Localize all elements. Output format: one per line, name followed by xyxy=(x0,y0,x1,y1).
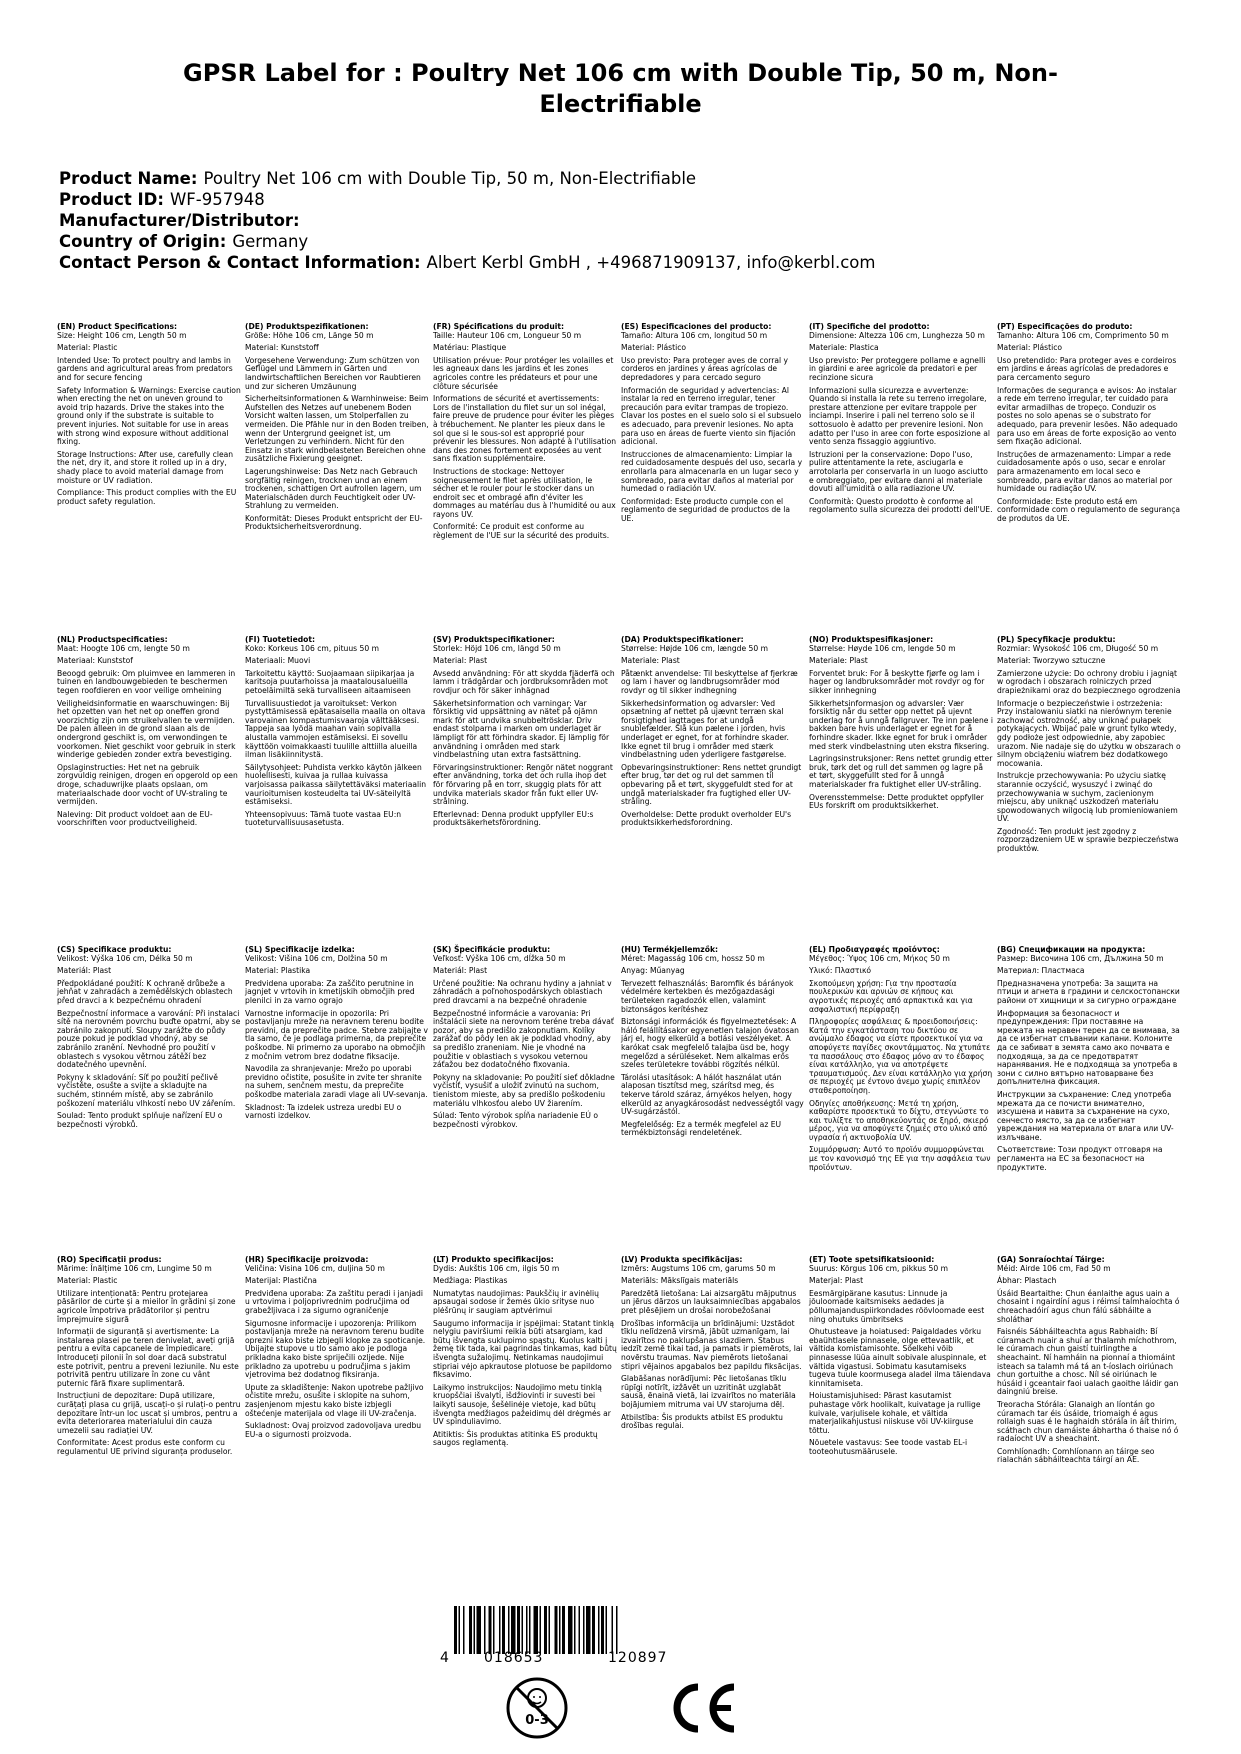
barcode-bar xyxy=(598,1606,600,1654)
language-section xyxy=(809,636,993,815)
section-paragraph: Biztonsági információk és figyelmeztetések: A háló felállításakor egyenetlen talajon óvatosan járj el, hogy elkerüld a botlási veszélyeket. A karókat csak megfelelő talajba üsd be, hogy megelőzd a sérüléseket. Nem alkalmas erős szeles területekre további rögzítés nélkül. xyxy=(621,1017,799,1070)
section-paragraph: Lagringsinstruksjoner: Rens nettet grundig etter bruk, tørk det og rull det sammen og lagre på et tørt, skyggefullt sted for å unngå materialskader fra fuktighet eller UV-stråling. xyxy=(809,754,993,789)
section-paragraph: Material: Plastika xyxy=(245,966,311,976)
section-paragraph: Konformität: Dieses Produkt entspricht der EU-Produktsicherheitsverordnung. xyxy=(245,513,423,532)
language-section xyxy=(997,636,1181,858)
section-paragraph: Tamanho: Altura 106 cm, Comprimento 50 m xyxy=(997,330,1169,340)
section-paragraph: Intended Use: To protect poultry and lambs in gardens and agricultural areas from predators and for secure fencing xyxy=(57,355,233,382)
country-row xyxy=(59,231,875,252)
product-info xyxy=(59,168,875,273)
section-paragraph: Eesmärgipärane kasutus: Linnude ja jõuloomade kaitsmiseks aedades ja põllumajanduspiirkondades röövloomade eest ning ohutuks ümbritseks xyxy=(809,1288,985,1324)
barcode-bar xyxy=(477,1606,482,1654)
section-paragraph: Zgodność: Ten produkt jest zgodny z rozporządzeniem UE w sprawie bezpieczeństwa produktów. xyxy=(997,826,1179,854)
section-paragraph: Atitiktis: Šis produktas atitinka ES produktų saugos reglamentą. xyxy=(433,1429,598,1448)
barcode-bar xyxy=(612,1606,614,1654)
section-paragraph: Μέγεθος: Ύψος 106 cm, Μήκος 50 m xyxy=(809,953,950,963)
section-paragraph: Pokyny k skladování: Síť po použití pečlivě vyčistěte, osušte a svijte a skladujte na suchém, stinném místě, aby se zabránilo poškození materiálu vlhkostí nebo UV zářením. xyxy=(57,1072,236,1108)
section-paragraph: Méid: Airde 106 cm, Fad 50 m xyxy=(997,1263,1111,1273)
section-paragraph: Dydis: Aukštis 106 cm, ilgis 50 m xyxy=(433,1263,560,1273)
section-heading: (PT) Especificações do produto: xyxy=(997,322,1133,331)
section-paragraph: Nõuetele vastavus: See toode vastab EL-i tooteohutusmäärusele. xyxy=(809,1438,968,1456)
barcode-bar xyxy=(579,1606,581,1654)
section-paragraph: Materiale: Plast xyxy=(621,656,680,666)
section-paragraph: Size: Height 106 cm, Length 50 m xyxy=(57,330,187,340)
section-paragraph: Größe: Höhe 106 cm, Länge 50 m xyxy=(245,330,374,340)
section-paragraph: Sigurnosne informacije i upozorenja: Prilikom postavljanja mreže na neravnom terenu budite oprezni kako biste izbjegli klopke za spoticanje. Ubijajte stupove u tlo samo ako je podloga prikladna kako biste spriječili ozljede. Nije prikladno za upotrebu u područjima s jakim vjetrovima bez dodatnog fiksiranja. xyxy=(245,1318,426,1380)
section-heading: (HR) Specifikacije proizvoda: xyxy=(245,1255,369,1264)
section-paragraph: Overensstemmelse: Dette produktet oppfyller EUs forskrift om produktsikkerhet. xyxy=(809,792,984,811)
section-paragraph: Maat: Hoogte 106 cm, lengte 50 m xyxy=(57,643,190,653)
section-heading: (HU) Termékjellemzők: xyxy=(621,945,719,954)
product-name-label: Product Name: xyxy=(59,169,198,188)
section-paragraph: Πληροφορίες ασφάλειας & προειδοποιήσεις: Κατά την εγκατάσταση του δικτύου σε ανώμαλο έδαφος να είστε προσεκτικοί για να αποφύγετε παγίδες σκοντάμματος. Να χτυπάτε τα πασσάλους στο έδαφος μόνο αν το έδαφος είναι κατάλληλο, για να αποτρέψετε τραυματισμούς. Δεν είναι κατάλληλο για χρήση σε περιοχές με έντονο άνεμο χωρίς επιπλέον σταθεροποίηση. xyxy=(809,1017,993,1095)
section-paragraph: Opbevaringsinstruktioner: Rens nettet grundigt efter brug, tør det og rul det sammen til opbevaring på et tørt, skyggefuldt sted for at undgå materialskader fra fugtighed eller UV-stråling. xyxy=(621,762,802,807)
section-paragraph: Uso previsto: Para proteger aves de corral y corderos en jardines y áreas agrícolas de depredadores y para cercado seguro xyxy=(621,355,789,382)
section-paragraph: Instructions de stockage: Nettoyer soigneusement le filet après utilisation, le sécher et le rouler pour le stocker dans un endroit sec et ombragé afin d'éviter les dommages au matériau dus à l'humidité ou aux rayons UV. xyxy=(433,466,616,519)
section-paragraph: Materjal: Plast xyxy=(809,1276,864,1286)
section-paragraph: Storage Instructions: After use, carefully clean the net, dry it, and store it rolled up in a dry, shady place to avoid material damage from moisture or UV radiation. xyxy=(57,449,234,485)
section-paragraph: Utilizare intenționată: Pentru protejarea păsărilor de curte și a mieilor în grădini și zone agricole împotriva prădătorilor și pentru împrejmuire sigură xyxy=(57,1288,236,1324)
section-paragraph: Opslaginstructies: Het net na gebruik zorgvuldig reinigen, drogen en opgerold op een droge, schaduwrijke plaats opslaan, om materiaalschade door vocht of UV-straling te vermijden. xyxy=(57,762,238,807)
barcode-bar xyxy=(534,1606,539,1654)
section-paragraph: Megfelelőség: Ez a termék megfelel az EU termékbiztonsági rendeletének. xyxy=(621,1119,782,1138)
section-heading: (FI) Tuotetiedot: xyxy=(245,635,316,644)
section-paragraph: Sikkerhetsinformasjon og advarsler: Vær forsiktig når du setter opp nettet på ujevnt underlag for å unngå fallgruver. Tre inn pælene i bakken bare hvis underlaget er egnet for å forhindre skader. Ikke egnet for bruk i områder med sterk vindbelastning uten ekstra fiksering. xyxy=(809,698,993,751)
barcode-bar xyxy=(517,1606,520,1654)
product-id-row xyxy=(59,189,875,210)
section-paragraph: Určené použitie: Na ochranu hydiny a jahniat v záhradách a poľnohospodárskych oblastiach pred dravcami a na bezpečné ohradenie xyxy=(433,978,612,1005)
section-paragraph: Mărime: Înălțime 106 cm, Lungime 50 m xyxy=(57,1263,212,1273)
section-paragraph: Atbilstība: Šis produkts atbilst ES produktu drošības regulai. xyxy=(621,1412,783,1431)
manufacturer-label: Manufacturer/Distributor: xyxy=(59,211,300,230)
section-paragraph: Материал: Пластмаса xyxy=(997,966,1085,976)
section-paragraph: Suurus: Kõrgus 106 cm, pikkus 50 m xyxy=(809,1263,949,1273)
section-paragraph: Информация за безопасност и предупреждения: При поставяне на мрежата на неравен терен да се внимава, за да се избегнат спъвании капани. Колоните да се забиват в земята само ако почвата е подходяща, за да се предотвратят наранявания. Не е подходяща за употреба в зони с силно вятърно натоварване без допълнителна фиксация. xyxy=(997,1008,1180,1087)
barcode-bar xyxy=(508,1606,510,1654)
section-heading: (ET) Toote spetsifikatsioonid: xyxy=(809,1255,935,1264)
section-paragraph: Predvidena uporaba: Za zaščito perutnine in jagnjet v vrtovih in kmetijskih območjih pred plenilci in za varno ograjo xyxy=(245,978,415,1005)
section-heading: (LV) Produkta specifikācijas: xyxy=(621,1255,743,1264)
product-id-label: Product ID: xyxy=(59,190,164,209)
section-paragraph: Förvaringsinstruktioner: Rengör nätet noggrant efter användning, torka det och rulla ihop det för förvaring på en torr, skuggig plats för att undvika materials skador från fukt eller UV-strålning. xyxy=(433,762,613,807)
section-heading: (SL) Specifikacije izdelka: xyxy=(245,945,355,954)
section-paragraph: Storlek: Höjd 106 cm, längd 50 m xyxy=(433,643,561,653)
section-paragraph: Pokyny na skladovanie: Po použití sieť dôkladne vyčistiť, vysušiť a uložiť zvinutú na suchom, tienistom mieste, aby sa predišlo poškodeniu materiálu vlhkosťou alebo UV žiarením. xyxy=(433,1072,615,1108)
barcode-bar xyxy=(459,1606,461,1654)
language-section xyxy=(57,636,241,832)
language-section xyxy=(57,946,241,1133)
country-label: Country of Origin: xyxy=(59,232,227,251)
section-paragraph: Υλικό: Πλαστικό xyxy=(809,966,872,976)
barcode-bar xyxy=(583,1606,585,1654)
language-section xyxy=(245,946,429,1125)
country-value: Germany xyxy=(232,232,309,251)
section-paragraph: Σκοπούμενη χρήση: Για την προστασία πουλερικών και αρνιών σε κήπους και αγροτικές περιοχές από αρπακτικά και για ασφαλιστική περίφραξη xyxy=(809,978,973,1014)
section-paragraph: Předpokládané použití: K ochraně drůbeže a jehňat v zahradách a zemědělských oblastech před dravci a k bezpečnému ohradení xyxy=(57,978,233,1005)
section-heading: (LT) Produkto specifikacijos: xyxy=(433,1255,554,1264)
section-paragraph: Glabāšanas norādījumi: Pēc lietošanas tīklu rūpīgi notīrīt, izžāvēt un uzritināt uzglabāt sausā, ēnainā vietā, lai izvairītos no materiāla bojājumiem mitruma vai UV starojuma dēļ. xyxy=(621,1374,796,1409)
section-paragraph: Overholdelse: Dette produkt overholder EU's produktsikkerhedsforordning. xyxy=(621,809,792,828)
section-paragraph: Uso previsto: Per proteggere pollame e agnelli in giardini e aree agricole da predatori e per recinzione sicura xyxy=(809,355,986,382)
section-paragraph: Lagerungshinweise: Das Netz nach Gebrauch sorgfältig reinigen, trocknen und an einem trockenen, schattigen Ort aufrollen lagern, um Materialschäden durch Feuchtigkeit oder UV-Strahlung zu vermeiden. xyxy=(245,466,422,511)
barcode-bar xyxy=(568,1606,573,1654)
language-section xyxy=(245,323,429,536)
section-paragraph: Skladnost: Ta izdelek ustreza uredbi EU o varnosti izdelkov. xyxy=(245,1102,402,1121)
section-paragraph: Vorgesehene Verwendung: Zum schützen von Geflügel und Lämmern in Gärten und landwirtschaftlichen Bereichen vor Raubtieren und zur sicheren Umzäunung xyxy=(245,355,421,391)
contact-value: Albert Kerbl GmbH , +496871909137, info@kerbl.com xyxy=(426,253,876,272)
section-paragraph: Faisnéis Sábháilteachta agus Rabhaidh: Bí cúramach nuair a shuí ar thalamh míchothrom, le cúramach chun gaistí tuirlingthe a sheachaint. Ní hamháin na pionnaí a thiomáint isteach sa talamh má tá an t-íoslach oiriúnach chun gortuithe a chosc. Níl sé oiriúnach le húsáid i gceantair faoi ualach gaoithe láidir gan daingniú breise. xyxy=(997,1327,1179,1397)
section-paragraph: Informations de sécurité et avertissements: Lors de l'installation du filet sur un sol inégal, faire preuve de prudence pour éviter les pièges à trébuchement. Ne planter les pieux dans le sol que si le sous-sol est approprié pour prévenir les blessures. Non adapté à l'utilisation dans des zones fortement exposées au vent sans fixation supplémentaire. xyxy=(433,394,617,464)
language-section xyxy=(245,1256,429,1443)
section-heading: (EN) Product Specifications: xyxy=(57,322,178,331)
barcode-bar xyxy=(502,1606,505,1654)
section-paragraph: Informacje o bezpieczeństwie i ostrzeżenia: Przy instalowaniu siatki na nierównym terenie zachować ostrożność, aby uniknąć pułapek potykających. Wbijać pale w grunt tylko wtedy, gdy podłoże jest odpowiednie, aby zapobiec urazom. Nie nadaje się do użytku w obszarach o silnym obciążeniu wiatrem bez dodatkowego mocowania. xyxy=(997,698,1181,768)
section-paragraph: Conformidade: Este produto está em conformidade com o regulamento de segurança de produtos da UE. xyxy=(997,496,1181,523)
section-heading: (PL) Specyfikacje produktu: xyxy=(997,635,1116,644)
manufacturer-row xyxy=(59,210,875,231)
product-id-value: WF-957948 xyxy=(169,190,265,209)
section-heading: (EL) Προδιαγραφές προϊόντος: xyxy=(809,945,940,954)
section-paragraph: Koko: Korkeus 106 cm, pituus 50 m xyxy=(245,643,380,653)
section-paragraph: Treoracha Stórála: Glanaigh an líontán go cúramach tar éis úsáide, triomaigh é agus rollaigh suas é le haghaidh stórála in áit thirim, scáthach chun damáiste ábhartha ó thaise nó ó radaíocht UV a sheachaint. xyxy=(997,1399,1179,1444)
language-section xyxy=(997,1256,1181,1469)
section-paragraph: Matériau: Plastique xyxy=(433,343,507,353)
section-paragraph: Hoiustamisjuhised: Pärast kasutamist puhastage võrk hoolikalt, kuivatage ja rullige kuivale, varjulisele kohale, et vältida materjalikahjustusi niiskuse või UV-kiirguse tõttu. xyxy=(809,1391,981,1435)
language-section xyxy=(621,1256,805,1435)
section-paragraph: Bezpečnostné informácie a varovania: Pri inštalácii siete na nerovnom teréne treba dávať pozor, aby sa predišlo zakopnutiam. Kolíky zarážať do pôdy len ak je podklad vhodný, aby sa predišlo zraneniam. Nie je vhodné na použitie v oblastiach s vysokou veternou záťažou bez dodatočného fixovania. xyxy=(433,1008,614,1070)
not-for-children-0-3-icon xyxy=(505,1676,569,1740)
barcode-bar xyxy=(529,1606,531,1654)
section-paragraph: Sicherheitsinformationen & Warnhinweise: Beim Aufstellen des Netzes auf unebenem Boden Vorsicht walten lassen, um Stolperfallen zu vermeiden. Die Pfähle nur in den Boden treiben, wenn der Untergrund geeignet ist, um Verletzungen zu verhindern. Nicht für den Einsatz in stark windbelasteten Bereichen ohne zusätzliche Fixierung geeignet. xyxy=(245,394,429,464)
section-heading: (CS) Specifikace produktu: xyxy=(57,945,172,954)
section-paragraph: Veľkosť: Výška 106 cm, dĺžka 50 m xyxy=(433,953,566,963)
section-paragraph: Compliance: This product complies with the EU product safety regulation. xyxy=(57,488,237,506)
barcode-digits-left: 018653 xyxy=(484,1650,544,1666)
section-paragraph: Materijal: Plastična xyxy=(245,1276,317,1286)
section-paragraph: Ohutusteave ja hoiatused: Paigaldades võrku ebaühtlasele pinnasele, olge ettevaatlik, et vältida komistamisohte. Söelkehi võib pinnasesse lüüa ainult sobivale aluspinnale, et vältida vigastusi. Sobimatu kasutamiseks tugeva tuule koormusega aladel ilma täiendava kinnitamiseta. xyxy=(809,1327,991,1388)
section-paragraph: Laikymo instrukcijos: Naudojimo metu tinklą kruopščiai išvalyti, išdžiovinti ir suvesti bei laikyti sausoje, šešėlinėje vietoje, kad būtų išvengta medžiagos pažeidimų dėl drėgmės ar UV spinduliavimo. xyxy=(433,1382,611,1427)
barcode-bar xyxy=(454,1606,457,1654)
section-paragraph: Tárolási utasítások: A hálót használat után alaposan tisztítsd meg, szárítsd meg, és tekerve tárold száraz, árnyékos helyen, hogy elkerüld az anyagkárosodást nedvességtől vagy UV-sugárzástól. xyxy=(621,1072,804,1117)
product-name-row xyxy=(59,168,875,189)
section-paragraph: Размер: Височина 106 cm, Дължина 50 m xyxy=(997,953,1164,963)
section-heading: (GA) Sonraíochtaí Táirge: xyxy=(997,1255,1105,1264)
section-paragraph: Material: Plastic xyxy=(57,343,118,353)
section-paragraph: Conformité: Ce produit est conforme au règlement de l'UE sur la sécurité des produits. xyxy=(433,522,610,541)
barcode-bar xyxy=(526,1606,528,1654)
barcode-bar xyxy=(540,1606,542,1654)
language-section xyxy=(57,323,241,510)
barcode-digits-right: 120897 xyxy=(608,1650,668,1666)
section-paragraph: Materiale: Plast xyxy=(809,656,868,666)
barcode-bar xyxy=(522,1606,524,1654)
barcode-bar xyxy=(549,1606,551,1654)
section-paragraph: Drošības informācija un brīdinājumi: Uzstādot tīklu nelīdzenā virsmā, jābūt uzmanīgam, lai izvairītos no paklupšanas slazdiem. Stabus iedzīt zemē tikai tad, ja pamats ir piemērots, lai novērstu traumas. Nav piemērots lietošanai stipri vējainos apgabalos bez papildu fiksācijas. xyxy=(621,1318,803,1371)
section-paragraph: Materiaal: Kunststof xyxy=(57,656,133,666)
section-paragraph: Conformità: Questo prodotto è conforme al regolamento sulla sicurezza dei prodotti dell'UE. xyxy=(809,496,993,515)
section-paragraph: Soulad: Tento produkt splňuje nařízení EU o bezpečnosti výrobků. xyxy=(57,1111,223,1129)
section-paragraph: Størrelse: Høyde 106 cm, lengde 50 m xyxy=(809,643,956,653)
section-paragraph: Upute za skladištenje: Nakon upotrebe pažljivo očistite mrežu, osušite i sklopite na suhom, zasjenjenom mjestu kako biste izbjegli oštećenje materijala od vlage ili UV-zračenja. xyxy=(245,1382,424,1418)
language-section xyxy=(809,323,993,519)
age-icon-label: 0-3 xyxy=(525,1713,549,1728)
language-section xyxy=(621,636,805,832)
language-section xyxy=(809,946,993,1176)
section-heading: (NO) Produktspesifikasjoner: xyxy=(809,635,934,644)
language-section xyxy=(621,946,805,1142)
section-paragraph: Paredzētā lietošana: Lai aizsargātu mājputnus un jērus dārzos un lauksaimniecības apgabalos pret plēsējiem un drošai norobežošanai xyxy=(621,1288,801,1315)
barcode-bar xyxy=(489,1606,492,1654)
section-paragraph: Tarkoitettu käyttö: Suojaamaan siipikarjaa ja karitsoja puutarhoissa ja maatalousalueilla petoeläimiltä sekä turvalliseen aitaamiseen xyxy=(245,668,415,695)
barcode-bar xyxy=(592,1606,595,1654)
section-paragraph: Material: Plástico xyxy=(621,343,687,353)
section-paragraph: Materiál: Plast xyxy=(57,966,112,976)
section-paragraph: Съответствие: Този продукт отговаря на регламента на ЕС за безопасност на продуктите. xyxy=(997,1145,1163,1172)
section-paragraph: Naleving: Dit product voldoet aan de EU-voorschriften voor productveiligheid. xyxy=(57,809,213,828)
section-paragraph: Säkerhetsinformation och varningar: Var försiktig vid uppsättning av nätet på ojämn mark för att undvika snubbeltrösklar. Driv endast stolparna i marken om underlaget är lämpligt för att förhindra skador. Ej lämplig för användning i områden med stark vindbelastning utan extra fastsättning. xyxy=(433,698,610,760)
section-paragraph: Conformidad: Este producto cumple con el reglamento de seguridad de productos de la UE. xyxy=(621,496,791,523)
section-paragraph: Instrukcje przechowywania: Po użyciu siatkę starannie oczyścić, wysuszyć i zwinąć do przechowywania w suchym, zacienionym miejscu, aby uniknąć uszkodzeń materiału spowodowanych wilgocią lub promieniowaniem UV. xyxy=(997,771,1178,824)
section-paragraph: Istruzioni per la conservazione: Dopo l'uso, pulire attentamente la rete, asciugarla e arrotolarla per conservarla in un luogo asciutto e ombreggiato, per evitare danni al materiale dovuti all'umidità o alla radiazione UV. xyxy=(809,449,988,494)
product-name-value: Poultry Net 106 cm with Double Tip, 50 m, Non-Electrifiable xyxy=(203,169,697,188)
language-section xyxy=(433,1256,617,1452)
section-paragraph: Turvallisuustiedot ja varoitukset: Verkon pystyttämisessä epätasaisella maalla on oltava varovainen kompastumisvaaroja välttääksesi. Tappeja saa lyödä maahan vain sopivalla alustalla vammojen estämiseksi. Ei sovellu käyttöön voimakkaasti tuulille alttiilla alueilla ilman lisäkiinnitystä. xyxy=(245,698,426,760)
section-paragraph: Materiaali: Muovi xyxy=(245,656,311,666)
barcode-bar xyxy=(574,1606,576,1654)
section-paragraph: Méret: Magasság 106 cm, hossz 50 m xyxy=(621,953,765,963)
section-paragraph: Dimensione: Altezza 106 cm, Lunghezza 50 m xyxy=(809,330,985,340)
section-paragraph: Velikost: Višina 106 cm, Dolžina 50 m xyxy=(245,953,388,963)
section-paragraph: Bezpečnostní informace a varování: Při instalaci sítě na nerovném povrchu buďte opatrní, aby se zabránilo zakopnutí. Sloupy zarážte do půdy pouze pokud je podklad vhodný, aby se zabránilo zranění. Nevhodné pro použití v oblastech s vysokou větrnou zátěží bez dodatečného upevnění. xyxy=(57,1008,241,1070)
section-heading: (SK) Špecifikácie produktu: xyxy=(433,945,551,954)
barcode-bar xyxy=(469,1606,472,1654)
section-paragraph: Tervezett felhasználás: Baromfik és bárányok védelmére kertekben és mezőgazdasági területeken ragadozók ellen, valamint biztonságos kerítéshez xyxy=(621,978,794,1014)
language-section xyxy=(997,323,1181,527)
section-paragraph: Efterlevnad: Denna produkt uppfyller EU:s produktsäkerhetsförordning. xyxy=(433,809,594,828)
contact-row xyxy=(59,252,875,273)
section-paragraph: Material: Plástico xyxy=(997,343,1063,353)
barcode-bar xyxy=(474,1606,476,1654)
section-paragraph: Rozmiar: Wysokość 106 cm, Długość 50 m xyxy=(997,643,1159,653)
section-paragraph: Material: Plast xyxy=(433,656,488,666)
section-paragraph: Información de seguridad y advertencias: Al instalar la red en terreno irregular, tener precaución para evitar trampas de tropiezo. Clavar los postes en el suelo solo si el subsuelo es adecuado, para prevenir lesiones. No apta para uso en áreas de fuerte viento sin fijación adicional. xyxy=(621,385,802,447)
section-paragraph: Instrucciones de almacenamiento: Limpiar la red cuidadosamente después del uso, secarla y enrollarla para almacenarla en un lugar seco y sombreado, para evitar daños al material por humedad o radiación UV. xyxy=(621,449,803,494)
section-paragraph: Συμμόρφωση: Αυτό το προϊόν συμμορφώνεται με τον κανονισμό της ΕΕ για την ασφάλεια των προϊόντων. xyxy=(809,1145,991,1172)
language-section xyxy=(809,1256,993,1460)
section-paragraph: Beoogd gebruik: Om pluimvee en lammeren in tuinen en landbouwgebieden te beschermen tegen roofdieren en voor veilige omheining xyxy=(57,668,236,695)
barcode-bar xyxy=(586,1606,591,1654)
section-paragraph: Navodila za shranjevanje: Mrežo po uporabi previdno očistite, posušite in zvite ter shranite na suhem, senčnem mestu, da preprečite poškodbe materiala zaradi vlage ali UV-sevanja. xyxy=(245,1064,428,1099)
section-paragraph: Velikost: Výška 106 cm, Délka 50 m xyxy=(57,953,193,963)
section-paragraph: Material: Plastic xyxy=(57,1276,118,1286)
section-paragraph: Tamaño: Altura 106 cm, longitud 50 m xyxy=(621,330,768,340)
section-paragraph: Предназначена употреба: За защита на птици и агнета в градини и селскостопански райони от хищници и за сигурно ограждане xyxy=(997,978,1180,1005)
section-paragraph: Informações de segurança e avisos: Ao instalar a rede em terreno irregular, ter cuidado para evitar armadilhas de tropeço. Conduzir os postes no solo apenas se o substrato for adequado, para prevenir lesões. Não adequado para uso em áreas de forte exposição ao vento sem fixação adicional. xyxy=(997,385,1178,447)
section-paragraph: Uso pretendido: Para proteger aves e cordeiros em jardins e áreas agrícolas de predadores e para cercamento seguro xyxy=(997,355,1177,382)
section-heading: (RO) Specificații produs: xyxy=(57,1255,162,1264)
section-paragraph: Numatytas naudojimas: Paukščių ir avinėlių apsaugai sodose ir žemės ūkio srityse nuo plėšrūnų ir saugiam aptvėrimui xyxy=(433,1288,599,1315)
section-paragraph: Instruções de armazenamento: Limpar a rede cuidadosamente após o uso, secar e enrolar para armazenamento em local seco e sombreado, para evitar danos ao material por humidade ou radiação UV. xyxy=(997,449,1173,494)
section-paragraph: Izmērs: Augstums 106 cm, garums 50 m xyxy=(621,1263,776,1273)
barcode-bar xyxy=(606,1606,608,1654)
section-paragraph: Sikkerhedsinformation og advarsler: Ved opsætning af nettet på ujævnt terræn skal forsigtighed iagttages for at undgå snublefælder. Slå kun pælene i jorden, hvis underlaget er egnet, for at forhindre skader. Ikke egnet til brug i områder med stærk vindbelastning uden yderligere fastgørelse. xyxy=(621,698,789,760)
contact-label: Contact Person & Contact Information: xyxy=(59,253,421,272)
section-paragraph: Taille: Hauteur 106 cm, Longueur 50 m xyxy=(433,330,582,340)
barcode-bar xyxy=(555,1606,558,1654)
section-paragraph: Ábhar: Plastach xyxy=(997,1276,1057,1286)
section-paragraph: Conformitate: Acest produs este conform cu regulamentul UE privind siguranța produselor. xyxy=(57,1438,233,1456)
barcode-bar xyxy=(499,1606,501,1654)
section-paragraph: Utilisation prévue: Pour protéger les volailles et les agneaux dans les jardins et les zones agricoles contre les prédateurs et pour une clôture sécurisée xyxy=(433,355,614,391)
section-paragraph: Instrucțiuni de depozitare: După utilizare, curățați plasa cu grijă, uscați-o și rulați-o pentru depozitare într-un loc uscat și umbros, pentru a evita deteriorarea materialului din cauza umezelii sau radiației UV. xyxy=(57,1391,241,1435)
section-paragraph: Comhlíonadh: Comhlíonann an táirge seo rialachán sábháilteachta táirgí an AE. xyxy=(997,1446,1155,1465)
barcode-bar xyxy=(463,1606,465,1654)
ce-mark-icon xyxy=(668,1681,740,1735)
language-section xyxy=(621,323,805,527)
language-section xyxy=(997,946,1181,1176)
section-heading: (NL) Productspecificaties: xyxy=(57,635,168,644)
section-heading: (SV) Produktspecifikationer: xyxy=(433,635,555,644)
section-paragraph: Súlad: Tento výrobok spĺňa nariadenie EÚ o bezpečnosti výrobkov. xyxy=(433,1111,598,1129)
section-heading: (BG) Спецификации на продукта: xyxy=(997,945,1146,954)
section-paragraph: Úsáid Beartaithe: Chun éanlaithe agus uain a chosaint i ngairdíní agus i réimsí talmhaíochta ó chreachadóirí agus chun fálú sábháilte a sholáthar xyxy=(997,1288,1180,1324)
section-paragraph: Forventet bruk: For å beskytte fjørfe og lam i hager og landbruksområder mot rovdyr og for sikker innhegning xyxy=(809,668,985,695)
section-paragraph: Størrelse: Højde 106 cm, længde 50 m xyxy=(621,643,769,653)
section-heading: (ES) Especificaciones del producto: xyxy=(621,322,772,331)
language-section xyxy=(245,636,429,832)
section-paragraph: Materiale: Plastica xyxy=(809,343,879,353)
section-paragraph: Sukladnost: Ovaj proizvod zadovoljava uredbu EU-a o sigurnosti proizvoda. xyxy=(245,1421,422,1439)
section-paragraph: Anyag: Műanyag xyxy=(621,966,685,976)
page-title: GPSR Label for : Poultry Net 106 cm with Double Tip, 50 m, Non-Electrifiable xyxy=(183,59,1058,118)
section-heading: (FR) Spécifications du produit: xyxy=(433,322,565,331)
section-paragraph: Οδηγίες αποθήκευσης: Μετά τη χρήση, καθαρίστε προσεκτικά το δίχτυ, στεγνώστε το και τυλίξτε το αποθηκεύοντάς σε ξηρό, σκιερό μέρος, για να αποφύγετε ζημιές στο υλικό από υγρασία ή ακτινοβολία UV. xyxy=(809,1098,989,1142)
section-paragraph: Påtænkt anvendelse: Til beskyttelse af fjerkræ og lam i haver og landbrugsområder mod rovdyr og til sikker indhegning xyxy=(621,668,798,695)
barcode-bar xyxy=(544,1606,547,1654)
barcode-bar xyxy=(616,1606,618,1654)
section-paragraph: Predviđena uporaba: Za zaštitu peradi i janjadi u vrtovima i poljoprivrednim područjima od grabežljivaca i za sigurno ograničenje xyxy=(245,1288,423,1315)
language-section xyxy=(433,946,617,1133)
language-section xyxy=(433,636,617,832)
section-paragraph: Informazioni sulla sicurezza e avvertenze: Quando si installa la rete su terreno irregolare, prestare attenzione per evitare trappole per inciampi. Inserire i pali nel terreno solo se il sottosuolo è adatto per prevenire lesioni. Non adatto per l'uso in aree con forte esposizione al vento senza fissaggio aggiuntivo. xyxy=(809,385,991,447)
section-paragraph: Medžiaga: Plastikas xyxy=(433,1276,508,1286)
section-paragraph: Informații de siguranță și avertismente: La instalarea plasei pe teren denivelat, aveți grijă pentru a evita capcanele de împiedicare. Introduceți pilonii în sol doar dacă substratul este potrivit, pentru a preveni leziunile. Nu este potrivită pentru utilizare în zone cu vânt puternic fără fixare suplimentară. xyxy=(57,1327,239,1388)
section-heading: (IT) Specifiche del prodotto: xyxy=(809,322,930,331)
barcode-bar xyxy=(559,1606,561,1654)
section-paragraph: Materiál: Plast xyxy=(433,966,488,976)
barcode-bar xyxy=(601,1606,604,1654)
language-section xyxy=(57,1256,241,1460)
barcode-bar xyxy=(511,1606,516,1654)
section-paragraph: Materiał: Tworzywo sztuczne xyxy=(997,656,1106,666)
section-paragraph: Material: Kunststoff xyxy=(245,343,319,353)
barcode-bar xyxy=(562,1606,565,1654)
section-paragraph: Zamierzone użycie: Do ochrony drobiu i jagniąt w ogrodach i obszarach rolniczych przed drapieżnikami oraz do bezpiecznego ogrodzenia xyxy=(997,668,1181,695)
section-paragraph: Saugumo informacija ir įspėjimai: Statant tinklą nelygiu paviršiumi reikia būti atsargiam, kad būtų išvengta suklupimo spąstų. Kuolus kalti į žemę tik tada, kai pagrindas tinkamas, kad būtų išvengta sužalojimų. Netinkamas naudojimui stipriai vėjo apkrautose plotuose be papildomo fiksavimo. xyxy=(433,1318,617,1380)
section-paragraph: Safety Information & Warnings: Exercise caution when erecting the net on uneven ground to avoid trip hazards. Drive the stakes into the ground only if the substrate is suitable to prevent injuries. Not suitable for use in areas with strong wind exposure without additional fixing. xyxy=(57,385,241,447)
section-paragraph: Yhteensopivuus: Tämä tuote vastaa EU:n tuoteturvallisuusasetusta. xyxy=(245,809,402,828)
barcode-bar xyxy=(484,1606,486,1654)
section-paragraph: Säilytysohjeet: Puhdista verkko käytön jälkeen huolellisesti, kuivaa ja rullaa kuivassa varjoisassa paikassa säilytettäväksi materiaalin vaurioitumisen kosteudelta tai UV-säteilyltä estämiseksi. xyxy=(245,762,427,807)
section-paragraph: Инструкции за съхранение: След употреба мрежата да се почисти внимателно, изсушена и навита за съхранение на сухо, сенчесто място, за да се избегнат увреждания на материала от влага или UV-излъчване. xyxy=(997,1089,1174,1142)
language-section xyxy=(433,323,617,545)
section-paragraph: Veiligheidsinformatie en waarschuwingen: Bij het opzetten van het net op oneffen grond voorzichtig zijn om struikelvallen te vermijden. De palen alleen in de grond slaan als de ondergrond geschikt is, om verwondingen te voorkomen. Niet geschikt voor gebruik in sterk winderige gebieden zonder extra bevestiging. xyxy=(57,698,236,760)
section-heading: (DA) Produktspecifikationer: xyxy=(621,635,744,644)
section-paragraph: Avsedd användning: För att skydda fjäderfä och lamm i trädgårdar och jordbruksområden mot rovdjur och för säker inhägnad xyxy=(433,668,615,695)
section-paragraph: Materiāls: Mākslīgais materiāls xyxy=(621,1276,739,1286)
section-paragraph: Veličina: Visina 106 cm, duljina 50 m xyxy=(245,1263,385,1273)
barcode-bar xyxy=(493,1606,495,1654)
section-paragraph: Varnostne informacije in opozorila: Pri postavljanju mreže na neravnem terenu bodite previdni, da preprečite padce. Stebre zabijajte v tla samo, če je podlaga primerna, da preprečite poškodbe. Ni primerno za uporabo na območjih z močnim vetrom brez dodatne fiksacije. xyxy=(245,1008,429,1061)
section-heading: (DE) Produktspezifikationen: xyxy=(245,322,369,331)
barcode-digit-prefix: 4 xyxy=(440,1650,450,1666)
